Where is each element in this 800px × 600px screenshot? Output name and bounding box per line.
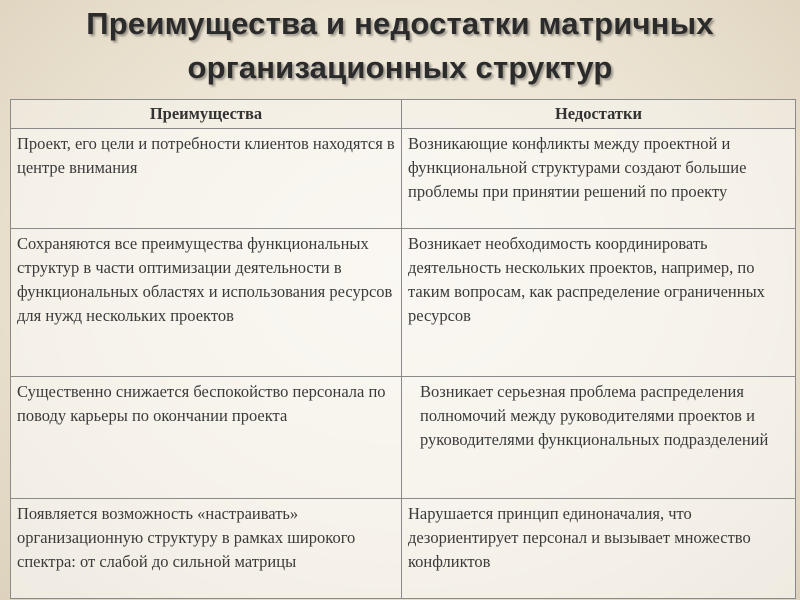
table-header-row — [11, 100, 796, 129]
comparison-table — [10, 99, 796, 599]
slide-title-line-1: Преимущества и недостатки матричных — [86, 6, 714, 41]
slide-title-line-2: организационных структур — [187, 50, 613, 85]
disadvantage-cell: Нарушается принцип единоначалия, что дезориентирует персонал и вызывает множество конфликтов — [402, 499, 796, 599]
table-row — [11, 377, 796, 499]
column-header-advantages: Преимущества — [11, 100, 402, 129]
advantage-cell: Сохраняются все преимущества функциональных структур в части оптимизации деятельности в функциональных областях и использования ресурсов для нужд нескольких проектов — [11, 229, 402, 377]
comparison-table-container — [10, 99, 795, 597]
table-row — [11, 129, 796, 229]
advantage-cell: Проект, его цели и потребности клиентов находятся в центре внимания — [11, 129, 402, 229]
advantage-cell: Появляется возможность «настраивать» организационную структуру в рамках широкого спектра: от слабой до сильной матрицы — [11, 499, 402, 599]
advantage-cell: Существенно снижается беспокойство персонала по поводу карьеры по окончании проекта — [11, 377, 402, 499]
table-row — [11, 499, 796, 599]
disadvantage-cell: Возникает серьезная проблема распределения полномочий между руководителями проектов и руководителями функциональных подразделений — [402, 377, 796, 499]
slide-title — [0, 2, 800, 90]
disadvantage-cell: Возникает необходимость координировать деятельность нескольких проектов, например, по таким вопросам, как распределение ограниченных ресурсов — [402, 229, 796, 377]
table-row — [11, 229, 796, 377]
disadvantage-cell: Возникающие конфликты между проектной и функциональной структурами создают большие проблемы при принятии решений по проекту — [402, 129, 796, 229]
column-header-disadvantages: Недостатки — [402, 100, 796, 129]
